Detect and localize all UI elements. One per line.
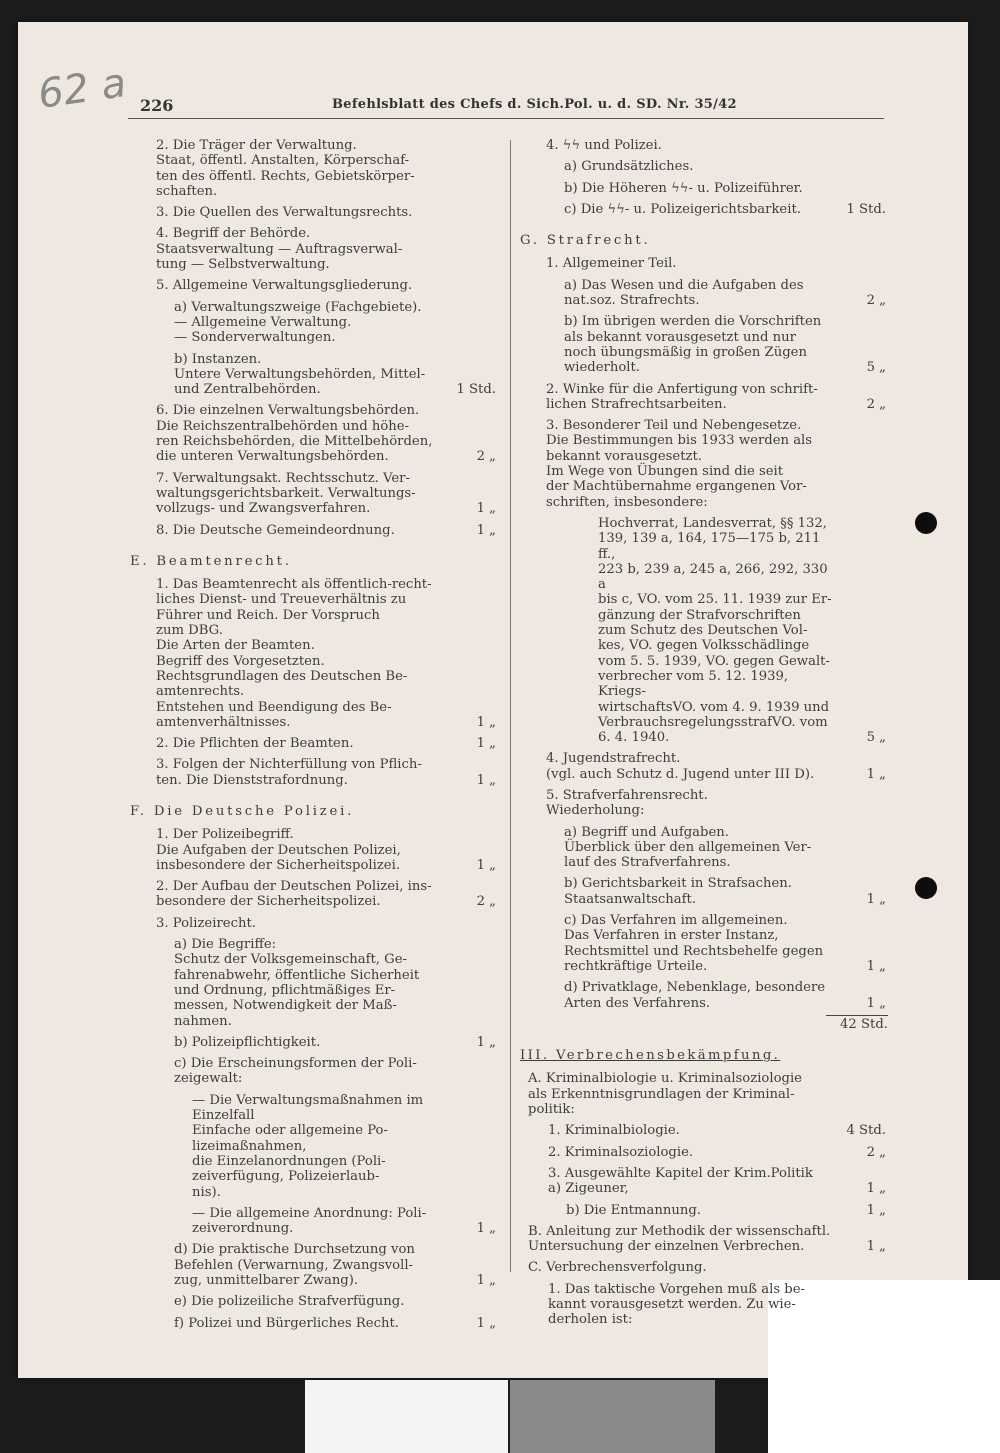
entry-text: b) Im übrigen werden die Vorschriften als bekannt vorausgesetzt und nur noch übungsmäßig in großen Zügen wiederholt. bbox=[564, 314, 822, 376]
entry-text: b) Instanzen. Untere Verwaltungsbehörden, Mittel- und Zentralbehörden. bbox=[174, 351, 426, 398]
entry-text: 7. Verwaltungsakt. Rechtsschutz. Ver- waltungsgerichtsbarkeit. Verwaltungs- vollzugs- und Zwangsverfahren. bbox=[156, 470, 416, 517]
entry-hours: 1 „ bbox=[866, 891, 886, 907]
curriculum-entry bbox=[130, 403, 502, 464]
entry-text: 6. Die einzelnen Verwaltungsbehörden. Die Reichszentralbehörden und höhe- ren Reichsbehörden, die Mittelbehörden, die unteren Verwaltungsbehörden. bbox=[156, 403, 433, 465]
entry-text: 3. Folgen der Nichterfüllung von Pflich- ten. Die Dienststrafordnung. bbox=[156, 757, 422, 788]
curriculum-entry bbox=[520, 788, 892, 819]
entry-text: c) Die ϟϟ- u. Polizeigerichtsbarkeit. bbox=[564, 201, 801, 217]
entry-hours: 1 Std. bbox=[846, 201, 886, 217]
entry-hours: 2 „ bbox=[866, 293, 886, 309]
entry-text: 2. Die Träger der Verwaltung. Staat, öffentl. Anstalten, Körperschaf- ten des öffentl. Rechts, Gebietskörper- schaften. bbox=[156, 138, 415, 199]
curriculum-entry bbox=[520, 1224, 892, 1255]
curriculum-entry bbox=[130, 1056, 502, 1087]
section-heading: G. Strafrecht. bbox=[520, 233, 651, 249]
entry-hours: 1 „ bbox=[476, 522, 496, 538]
entry-hours: 5 „ bbox=[866, 730, 886, 746]
entry-hours: 1 „ bbox=[866, 958, 886, 974]
running-header: Befehlsblatt des Chefs d. Sich.Pol. u. d. SD. Nr. 35/42 bbox=[332, 97, 737, 112]
curriculum-entry bbox=[130, 352, 502, 398]
curriculum-entry bbox=[520, 138, 892, 153]
curriculum-entry bbox=[130, 1206, 502, 1237]
entry-text: 2. Winke für die Anfertigung von schrift- lichen Strafrechtsarbeiten. bbox=[546, 381, 818, 412]
entry-hours: 1 „ bbox=[476, 714, 496, 730]
curriculum-entry bbox=[520, 382, 892, 413]
column-divider bbox=[510, 140, 511, 1272]
entry-text: a) Das Wesen und die Aufgaben des nat.soz. Strafrechts. bbox=[564, 277, 804, 309]
curriculum-entry bbox=[520, 278, 892, 309]
entry-hours: 1 „ bbox=[476, 1034, 496, 1050]
handwritten-archive-mark: 62 a bbox=[35, 60, 129, 118]
entry-text: 1. Das Beamtenrecht als öffentlich-recht- liches Dienst- und Treueverhältnis zu Führer und Reich. Der Vorspruch zum DBG. Die Arten der Beamten. Begriff des Vorgesetzten. Rechtsgrundlagen des Deutschen Be- amtenrechts. Entstehen und Beendigung des Be- amtenverhältnisses. bbox=[156, 577, 432, 730]
entry-hours: 1 „ bbox=[476, 736, 496, 752]
curriculum-entry bbox=[520, 1166, 892, 1197]
entry-hours: 2 „ bbox=[476, 894, 496, 910]
curriculum-entry bbox=[520, 1071, 892, 1117]
punch-hole-upper bbox=[915, 512, 937, 534]
curriculum-entry bbox=[130, 827, 502, 873]
entry-hours: 1 „ bbox=[476, 501, 496, 517]
entry-text: b) Polizeipflichtigkeit. bbox=[174, 1034, 321, 1050]
curriculum-entry bbox=[130, 471, 502, 517]
entry-hours: 1 „ bbox=[476, 857, 496, 873]
curriculum-entry bbox=[520, 181, 892, 196]
entry-hours: 1 „ bbox=[866, 1181, 886, 1197]
entry-text: a) Begriff und Aufgaben. Überblick über den allgemeinen Ver- lauf des Strafverfahrens. bbox=[564, 824, 812, 871]
curriculum-entry bbox=[130, 1035, 502, 1050]
curriculum-entry bbox=[130, 1242, 502, 1288]
curriculum-entry bbox=[130, 300, 502, 346]
entry-text: 3. Ausgewählte Kapitel der Krim.Politik a) Zigeuner, bbox=[548, 1165, 813, 1197]
curriculum-entry bbox=[520, 1260, 892, 1275]
entry-hours: 1 „ bbox=[476, 1315, 496, 1331]
section-heading: F. Die Deutsche Polizei. bbox=[130, 803, 355, 819]
curriculum-entry bbox=[520, 516, 892, 745]
curriculum-entry bbox=[520, 202, 892, 217]
curriculum-entry bbox=[130, 138, 502, 199]
curriculum-entry bbox=[520, 1282, 892, 1328]
hours-total-value: 42 Std. bbox=[826, 1015, 888, 1032]
hours-total bbox=[520, 1015, 892, 1032]
curriculum-entry bbox=[130, 205, 502, 220]
entry-text: 4. ϟϟ und Polizei. bbox=[546, 138, 662, 153]
curriculum-entry bbox=[130, 226, 502, 272]
entry-text: d) Die praktische Durchsetzung von Befehlen (Verwarnung, Zwangsvoll- zug, unmittelbarer Zwang). bbox=[174, 1242, 415, 1288]
entry-hours: 5 „ bbox=[866, 360, 886, 376]
entry-text: b) Gerichtsbarkeit in Strafsachen. Staatsanwaltschaft. bbox=[564, 876, 792, 907]
entry-text: 2. Der Aufbau der Deutschen Polizei, ins- besondere der Sicherheitspolizei. bbox=[156, 879, 432, 910]
curriculum-entry bbox=[130, 1316, 502, 1331]
entry-text: 1. Der Polizeibegriff. Die Aufgaben der Deutschen Polizei, insbesondere der Sicherheitspolizei. bbox=[156, 827, 401, 873]
curriculum-entry bbox=[130, 937, 502, 1029]
entry-text: Hochverrat, Landesverrat, §§ 132, 139, 139 a, 164, 175—175 b, 211 ff., 223 b, 239 a, 245 a, 266, 292, 330 a bis c, VO. vom 25. 11. 1939 zur Er- gänzung der Strafvorschriften zum Schutz des Deutschen Vol- kes, VO. gegen Volksschädlinge vom 5. 5. 1939, VO. gegen Gewalt- verbrecher vom 5. 12. 1939, Kriegs- wirtschaftsVO. vom 4. 9. 1939 und VerbrauchsregelungsstrafVO. vom 6. 4. 1940. bbox=[598, 515, 832, 746]
entry-text: 3. Polizeirecht. bbox=[156, 915, 256, 931]
entry-hours: 1 „ bbox=[866, 766, 886, 782]
entry-hours: 1 „ bbox=[476, 772, 496, 788]
curriculum-entry bbox=[130, 736, 502, 751]
entry-text: d) Privatklage, Nebenklage, besondere Arten des Verfahrens. bbox=[564, 980, 826, 1011]
section-heading: E. Beamtenrecht. bbox=[130, 553, 292, 569]
right-column bbox=[520, 138, 892, 1334]
page-number: 226 bbox=[140, 96, 174, 115]
entry-text: a) Die Begriffe: Schutz der Volksgemeinschaft, Ge- fahrenabwehr, öffentliche Sicherheit und Ordnung, pflichtmäßiges Er- messen, Notwendigkeit der Maß- nahmen. bbox=[174, 937, 420, 1029]
entry-text: 4. Begriff der Behörde. Staatsverwaltung — Auftragsverwal- tung — Selbstverwaltung. bbox=[156, 226, 403, 273]
entry-text: a) Grundsätzliches. bbox=[564, 159, 694, 175]
entry-text: f) Polizei und Bürgerliches Recht. bbox=[174, 1315, 399, 1331]
entry-text: e) Die polizeiliche Strafverfügung. bbox=[174, 1294, 405, 1310]
curriculum-entry bbox=[130, 278, 502, 293]
entry-text: 5. Strafverfahrensrecht. Wiederholung: bbox=[546, 787, 708, 819]
curriculum-entry bbox=[520, 825, 892, 871]
entry-text: 2. Kriminalsoziologie. bbox=[548, 1144, 694, 1160]
curriculum-entry bbox=[130, 1093, 502, 1200]
entry-text: 1. Allgemeiner Teil. bbox=[546, 256, 677, 272]
entry-hours: 1 „ bbox=[476, 1273, 496, 1288]
curriculum-entry bbox=[130, 577, 502, 730]
entry-text: 1. Kriminalbiologie. bbox=[548, 1123, 680, 1139]
entry-text: A. Kriminalbiologie u. Kriminalsoziologie als Erkenntnisgrundlagen der Kriminal- politik: bbox=[528, 1071, 802, 1118]
curriculum-entry bbox=[520, 1145, 892, 1160]
entry-text: 2. Die Pflichten der Beamten. bbox=[156, 736, 354, 752]
entry-text: — Die allgemeine Anordnung: Poli- zeiverordnung. bbox=[192, 1205, 427, 1237]
entry-text: 8. Die Deutsche Gemeindeordnung. bbox=[156, 522, 395, 538]
curriculum-entry bbox=[520, 256, 892, 271]
entry-hours: 1 Std. bbox=[456, 382, 496, 398]
entry-text: a) Verwaltungszweige (Fachgebiete). — Allgemeine Verwaltung. — Sonderverwaltungen. bbox=[174, 299, 422, 346]
entry-text: B. Anleitung zur Methodik der wissenschaftl. Untersuchung der einzelnen Verbrechen. bbox=[528, 1223, 831, 1255]
entry-hours: 1 „ bbox=[866, 1239, 886, 1255]
entry-text: C. Verbrechensverfolgung. bbox=[528, 1260, 707, 1276]
curriculum-entry bbox=[130, 916, 502, 931]
section-heading: III. Verbrechensbekämpfung. bbox=[520, 1048, 781, 1064]
entry-hours: 1 „ bbox=[866, 1202, 886, 1218]
entry-text: 3. Die Quellen des Verwaltungsrechts. bbox=[156, 205, 413, 221]
curriculum-entry bbox=[520, 751, 892, 782]
curriculum-entry bbox=[520, 980, 892, 1011]
curriculum-entry bbox=[130, 879, 502, 910]
curriculum-entry bbox=[520, 418, 892, 510]
entry-text: 4. Jugendstrafrecht. (vgl. auch Schutz d. Jugend unter III D). bbox=[546, 751, 815, 782]
curriculum-entry bbox=[520, 1123, 892, 1138]
curriculum-entry bbox=[130, 523, 502, 538]
punch-hole-lower bbox=[915, 877, 937, 899]
curriculum-entry bbox=[520, 913, 892, 974]
curriculum-entry bbox=[520, 159, 892, 174]
entry-text: 5. Allgemeine Verwaltungsgliederung. bbox=[156, 278, 413, 294]
entry-text: b) Die Höheren ϟϟ- u. Polizeiführer. bbox=[564, 180, 803, 196]
entry-hours: 2 „ bbox=[476, 449, 496, 465]
left-column bbox=[130, 138, 502, 1337]
calibration-card-white bbox=[305, 1380, 508, 1453]
entry-text: c) Das Verfahren im allgemeinen. Das Verfahren in erster Instanz, Rechtsmittel und Rechtsbehelfe gegen rechtkräftige Urteile. bbox=[564, 913, 824, 974]
entry-text: c) Die Erscheinungsformen der Poli- zeigewalt: bbox=[174, 1056, 417, 1087]
entry-text: — Die Verwaltungsmaßnahmen im Einzelfall Einfache oder allgemeine Po- lizeimaßnahmen, die Einzelanordnungen (Poli- zeiverfügung, Polizeierlaub- nis). bbox=[192, 1092, 424, 1200]
curriculum-entry bbox=[520, 876, 892, 907]
entry-text: 3. Besonderer Teil und Nebengesetze. Die Bestimmungen bis 1933 werden als bekannt vorausgesetzt. Im Wege von Übungen sind die seit der Machtübernahme ergangenen Vor- schriften, insbesondere: bbox=[546, 418, 813, 510]
entry-hours: 1 „ bbox=[476, 1221, 496, 1237]
entry-text: b) Die Entmannung. bbox=[566, 1202, 701, 1218]
entry-hours: 4 Std. bbox=[846, 1123, 886, 1139]
curriculum-entry bbox=[130, 1294, 502, 1309]
entry-hours: 2 „ bbox=[866, 396, 886, 412]
entry-text: 1. Das taktische Vorgehen muß als be- kannt vorausgesetzt werden. Zu wie- derholen ist: bbox=[548, 1281, 806, 1328]
calibration-card-grey bbox=[510, 1380, 715, 1453]
header-rule bbox=[128, 118, 884, 119]
curriculum-entry bbox=[520, 314, 892, 375]
entry-hours: 2 „ bbox=[866, 1144, 886, 1160]
curriculum-entry bbox=[130, 757, 502, 788]
curriculum-entry bbox=[520, 1203, 892, 1218]
entry-hours: 1 „ bbox=[866, 995, 886, 1011]
